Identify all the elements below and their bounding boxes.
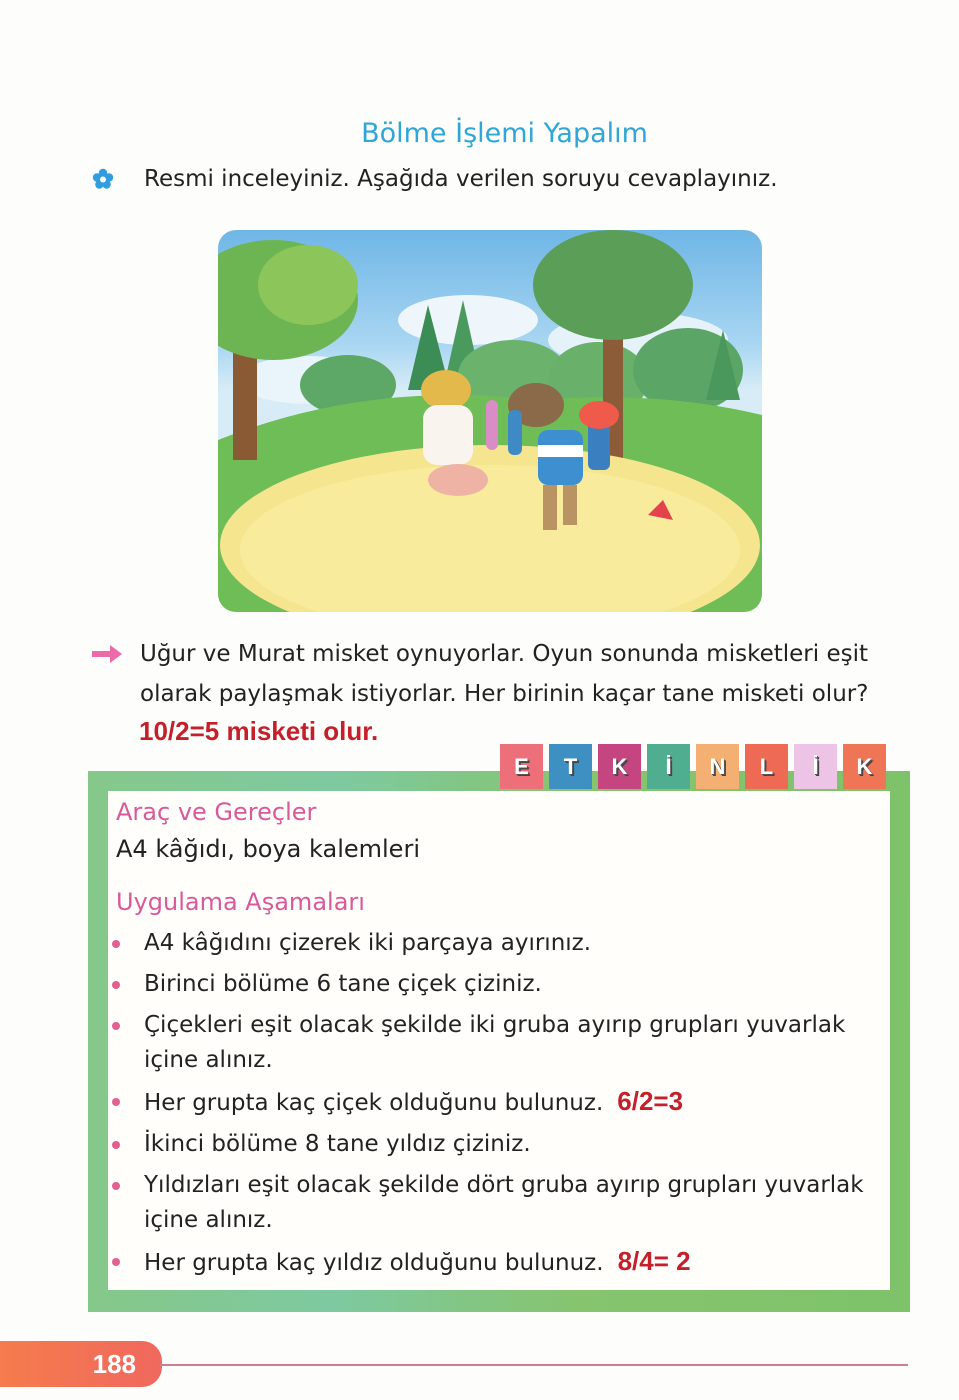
banner-letter-tile: K (843, 744, 886, 789)
banner-letter-tile: N (696, 744, 739, 789)
park-scene-image (218, 230, 762, 612)
steps-list (112, 926, 902, 1287)
intro-instruction (92, 166, 778, 192)
banner-letter-tile: T (549, 744, 592, 789)
banner-letter-tile: İ (794, 744, 837, 789)
step-item: Her grupta kaç yıldız olduğunu bulunuz. 8/4= 2 (112, 1244, 902, 1281)
step-item: Birinci bölüme 6 tane çiçek çiziniz. (112, 967, 902, 1002)
page-title: Bölme İşlemi Yapalım (361, 118, 648, 149)
steps-heading: Uygulama Aşamaları (116, 888, 365, 916)
banner-letter-tile: İ (647, 744, 690, 789)
bullet-icon (112, 940, 120, 948)
bullet-icon (112, 981, 120, 989)
tools-heading: Araç ve Gereçler (116, 798, 317, 826)
arrow-right-icon (90, 643, 124, 665)
banner-letter-tile: L (745, 744, 788, 789)
word-problem (90, 634, 920, 714)
problem-answer: 10/2=5 misketi olur. (139, 716, 379, 746)
step-item: Çiçekleri eşit olacak şekilde iki gruba ayırıp grupları yuvarlak içine alınız. (112, 1008, 902, 1078)
banner-letter-tile: E (500, 744, 543, 789)
etkinlik-banner (500, 744, 886, 789)
problem-line-1: Uğur ve Murat misket oynuyorlar. Oyun sonunda misketleri eşit (140, 641, 868, 667)
footer-rule (160, 1364, 908, 1366)
bullet-icon (112, 1098, 120, 1106)
illustration-marbles-park (218, 230, 762, 612)
flower-icon (92, 168, 114, 190)
bullet-icon (112, 1258, 120, 1266)
intro-text: Resmi inceleyiniz. Aşağıda verilen soruyu cevaplayınız. (144, 166, 778, 192)
problem-line-2: olarak paylaşmak istiyorlar. Her birinin kaçar tane misketi olur? (140, 681, 869, 707)
bullet-icon (112, 1141, 120, 1149)
step-item: Her grupta kaç çiçek olduğunu bulunuz. 6/2=3 (112, 1084, 902, 1121)
bullet-icon (112, 1182, 120, 1190)
step-answer: 8/4= 2 (617, 1246, 691, 1276)
banner-letter-tile: K (598, 744, 641, 789)
bullet-icon (112, 1022, 120, 1030)
step-item: Yıldızları eşit olacak şekilde dört gruba ayırıp grupları yuvarlak içine alınız. (112, 1168, 902, 1238)
page-number: 188 (0, 1341, 162, 1387)
step-item: İkinci bölüme 8 tane yıldız çiziniz. (112, 1127, 902, 1162)
step-item: A4 kâğıdını çizerek iki parçaya ayırınız. (112, 926, 902, 961)
tools-text: A4 kâğıdı, boya kalemleri (116, 835, 420, 863)
step-answer: 6/2=3 (617, 1086, 684, 1116)
